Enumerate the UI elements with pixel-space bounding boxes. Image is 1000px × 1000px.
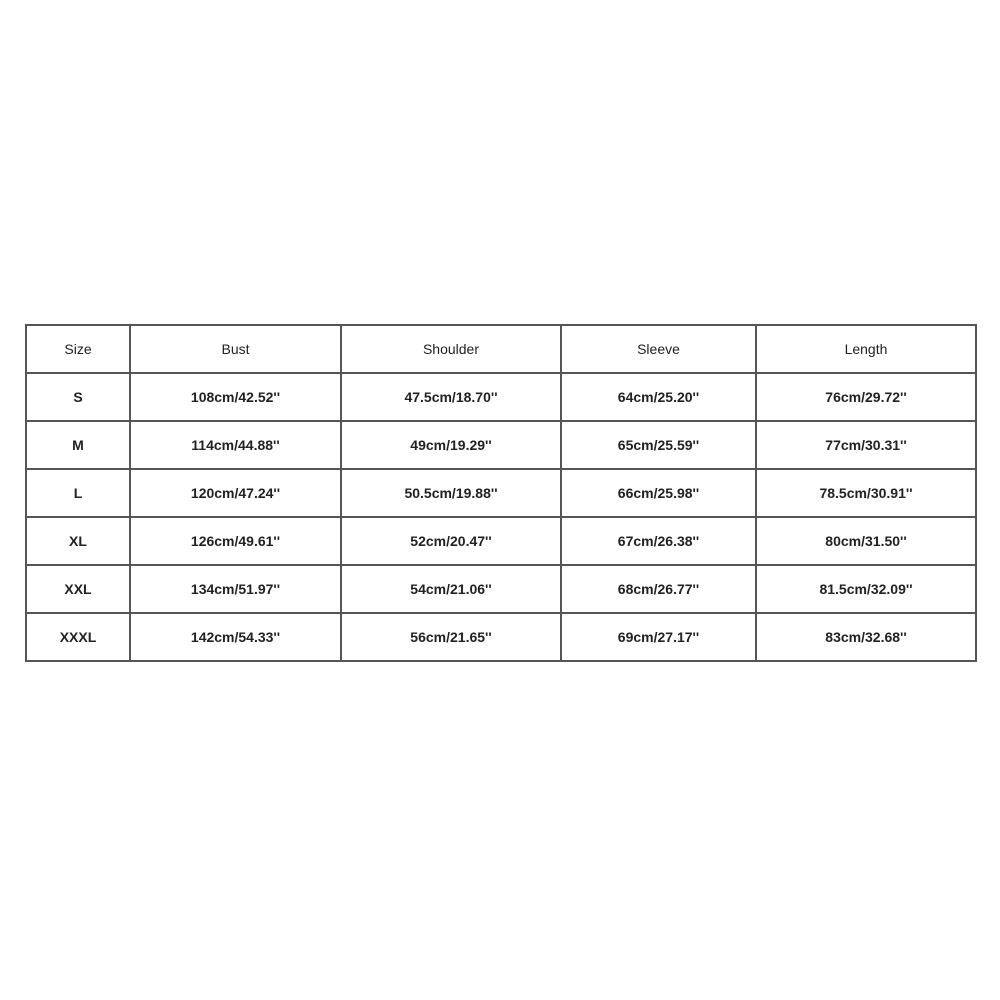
table-row bbox=[26, 613, 976, 661]
length-cell: 83cm/32.68'' bbox=[756, 613, 976, 661]
size-cell: L bbox=[26, 469, 130, 517]
length-cell: 78.5cm/30.91'' bbox=[756, 469, 976, 517]
length-cell: 77cm/30.31'' bbox=[756, 421, 976, 469]
length-cell: 76cm/29.72'' bbox=[756, 373, 976, 421]
length-cell: 80cm/31.50'' bbox=[756, 517, 976, 565]
shoulder-cell: 49cm/19.29'' bbox=[341, 421, 561, 469]
table-header-row bbox=[26, 325, 976, 373]
length-cell: 81.5cm/32.09'' bbox=[756, 565, 976, 613]
header-sleeve: Sleeve bbox=[561, 325, 756, 373]
bust-cell: 120cm/47.24'' bbox=[130, 469, 341, 517]
sleeve-cell: 67cm/26.38'' bbox=[561, 517, 756, 565]
sleeve-cell: 66cm/25.98'' bbox=[561, 469, 756, 517]
size-cell: XL bbox=[26, 517, 130, 565]
sleeve-cell: 69cm/27.17'' bbox=[561, 613, 756, 661]
sleeve-cell: 64cm/25.20'' bbox=[561, 373, 756, 421]
header-size: Size bbox=[26, 325, 130, 373]
shoulder-cell: 50.5cm/19.88'' bbox=[341, 469, 561, 517]
table-row bbox=[26, 421, 976, 469]
shoulder-cell: 54cm/21.06'' bbox=[341, 565, 561, 613]
shoulder-cell: 56cm/21.65'' bbox=[341, 613, 561, 661]
bust-cell: 126cm/49.61'' bbox=[130, 517, 341, 565]
table-row bbox=[26, 517, 976, 565]
bust-cell: 114cm/44.88'' bbox=[130, 421, 341, 469]
size-cell: M bbox=[26, 421, 130, 469]
bust-cell: 108cm/42.52'' bbox=[130, 373, 341, 421]
table-row bbox=[26, 373, 976, 421]
size-cell: S bbox=[26, 373, 130, 421]
table-row bbox=[26, 565, 976, 613]
bust-cell: 134cm/51.97'' bbox=[130, 565, 341, 613]
bust-cell: 142cm/54.33'' bbox=[130, 613, 341, 661]
header-bust: Bust bbox=[130, 325, 341, 373]
shoulder-cell: 52cm/20.47'' bbox=[341, 517, 561, 565]
sleeve-cell: 65cm/25.59'' bbox=[561, 421, 756, 469]
header-shoulder: Shoulder bbox=[341, 325, 561, 373]
size-cell: XXL bbox=[26, 565, 130, 613]
sleeve-cell: 68cm/26.77'' bbox=[561, 565, 756, 613]
table-row bbox=[26, 469, 976, 517]
shoulder-cell: 47.5cm/18.70'' bbox=[341, 373, 561, 421]
size-cell: XXXL bbox=[26, 613, 130, 661]
size-chart-table bbox=[25, 324, 977, 662]
header-length: Length bbox=[756, 325, 976, 373]
